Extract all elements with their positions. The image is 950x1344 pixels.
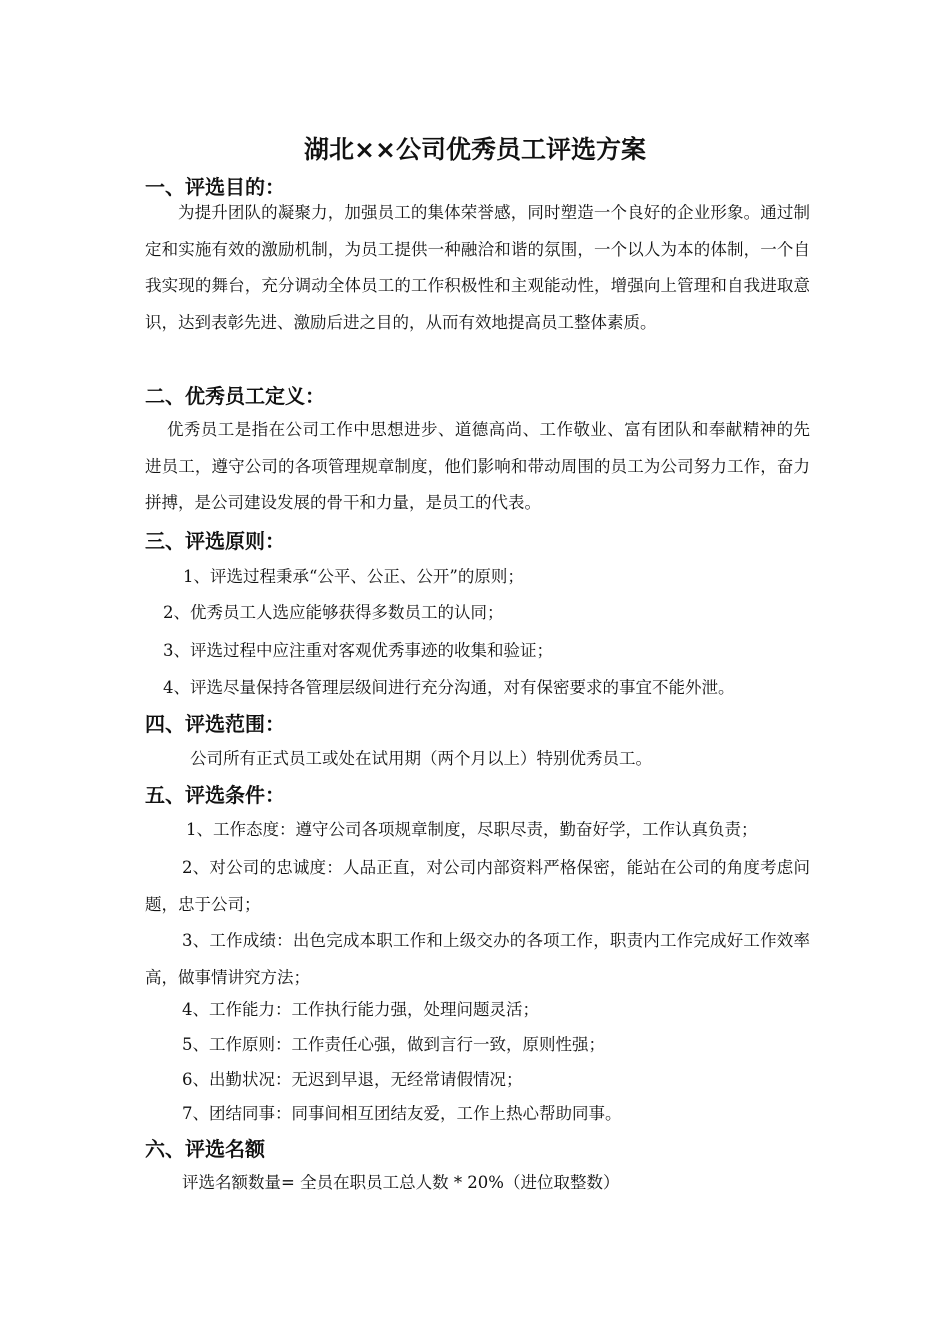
condition-item: 7、团结同事：同事间相互团结友爱，工作上热心帮助同事。 xyxy=(182,1104,622,1123)
section-paragraph-definition: 优秀员工是指在公司工作中思想进步、道德高尚、工作敬业、富有团队和奉献精神的先进员工，遵守公司的各项管理规章制度，他们影响和带动周围的员工为公司努力工作，奋力拼搏，是公司建设发展的骨干和力量，是员工的代表。 xyxy=(145,420,810,512)
principle-item: 4、评选尽量保持各管理层级间进行充分沟通，对有保密要求的事宜不能外泄。 xyxy=(163,678,735,697)
principle-item: 3、评选过程中应注重对客观优秀事迹的收集和验证； xyxy=(163,641,553,660)
section-paragraph-scope: 公司所有正式员工或处在试用期（两个月以上）特别优秀员工。 xyxy=(190,749,652,768)
document-title: 湖北××公司优秀员工评选方案 xyxy=(304,135,646,164)
principle-item: 2、优秀员工人选应能够获得多数员工的认同； xyxy=(163,603,504,622)
condition-item: 6、出勤状况：无迟到早退，无经常请假情况； xyxy=(182,1070,523,1089)
condition-item: 5、工作原则：工作责任心强，做到言行一致，原则性强； xyxy=(182,1035,605,1054)
section-heading-scope: 四、评选范围： xyxy=(145,712,285,736)
section-heading-quota: 六、评选名额 xyxy=(145,1137,265,1161)
condition-item: 3、工作成绩：出色完成本职工作和上级交办的各项工作，职责内工作完成好工作效率高，做事情讲究方法； xyxy=(145,931,810,987)
section-heading-conditions: 五、评选条件： xyxy=(145,783,285,807)
principle-item: 1、评选过程秉承“公平、公正、公开”的原则； xyxy=(183,567,524,586)
section-heading-principles: 三、评选原则： xyxy=(145,529,285,553)
condition-item: 4、工作能力：工作执行能力强，处理问题灵活； xyxy=(182,1000,539,1019)
section-heading-purpose: 一、评选目的： xyxy=(145,175,285,199)
section-paragraph-quota: 评选名额数量= 全员在职员工总人数 * 20%（进位取整数） xyxy=(182,1173,620,1192)
condition-item: 2、对公司的忠诚度：人品正直，对公司内部资料严格保密，能站在公司的角度考虑问题，忠于公司； xyxy=(145,858,810,914)
section-paragraph-purpose: 为提升团队的凝聚力，加强员工的集体荣誉感，同时塑造一个良好的企业形象。通过制定和实施有效的激励机制，为员工提供一种融洽和谐的氛围，一个以人为本的体制，一个自我实现的舞台，充分调动全体员工的工作积极性和主观能动性，增强向上管理和自我进取意识，达到表彰先进、激励后进之目的，从而有效地提高员工整体素质。 xyxy=(145,203,810,332)
section-heading-definition: 二、优秀员工定义： xyxy=(145,384,325,408)
condition-item: 1、工作态度：遵守公司各项规章制度，尽职尽责，勤奋好学，工作认真负责； xyxy=(186,820,758,839)
